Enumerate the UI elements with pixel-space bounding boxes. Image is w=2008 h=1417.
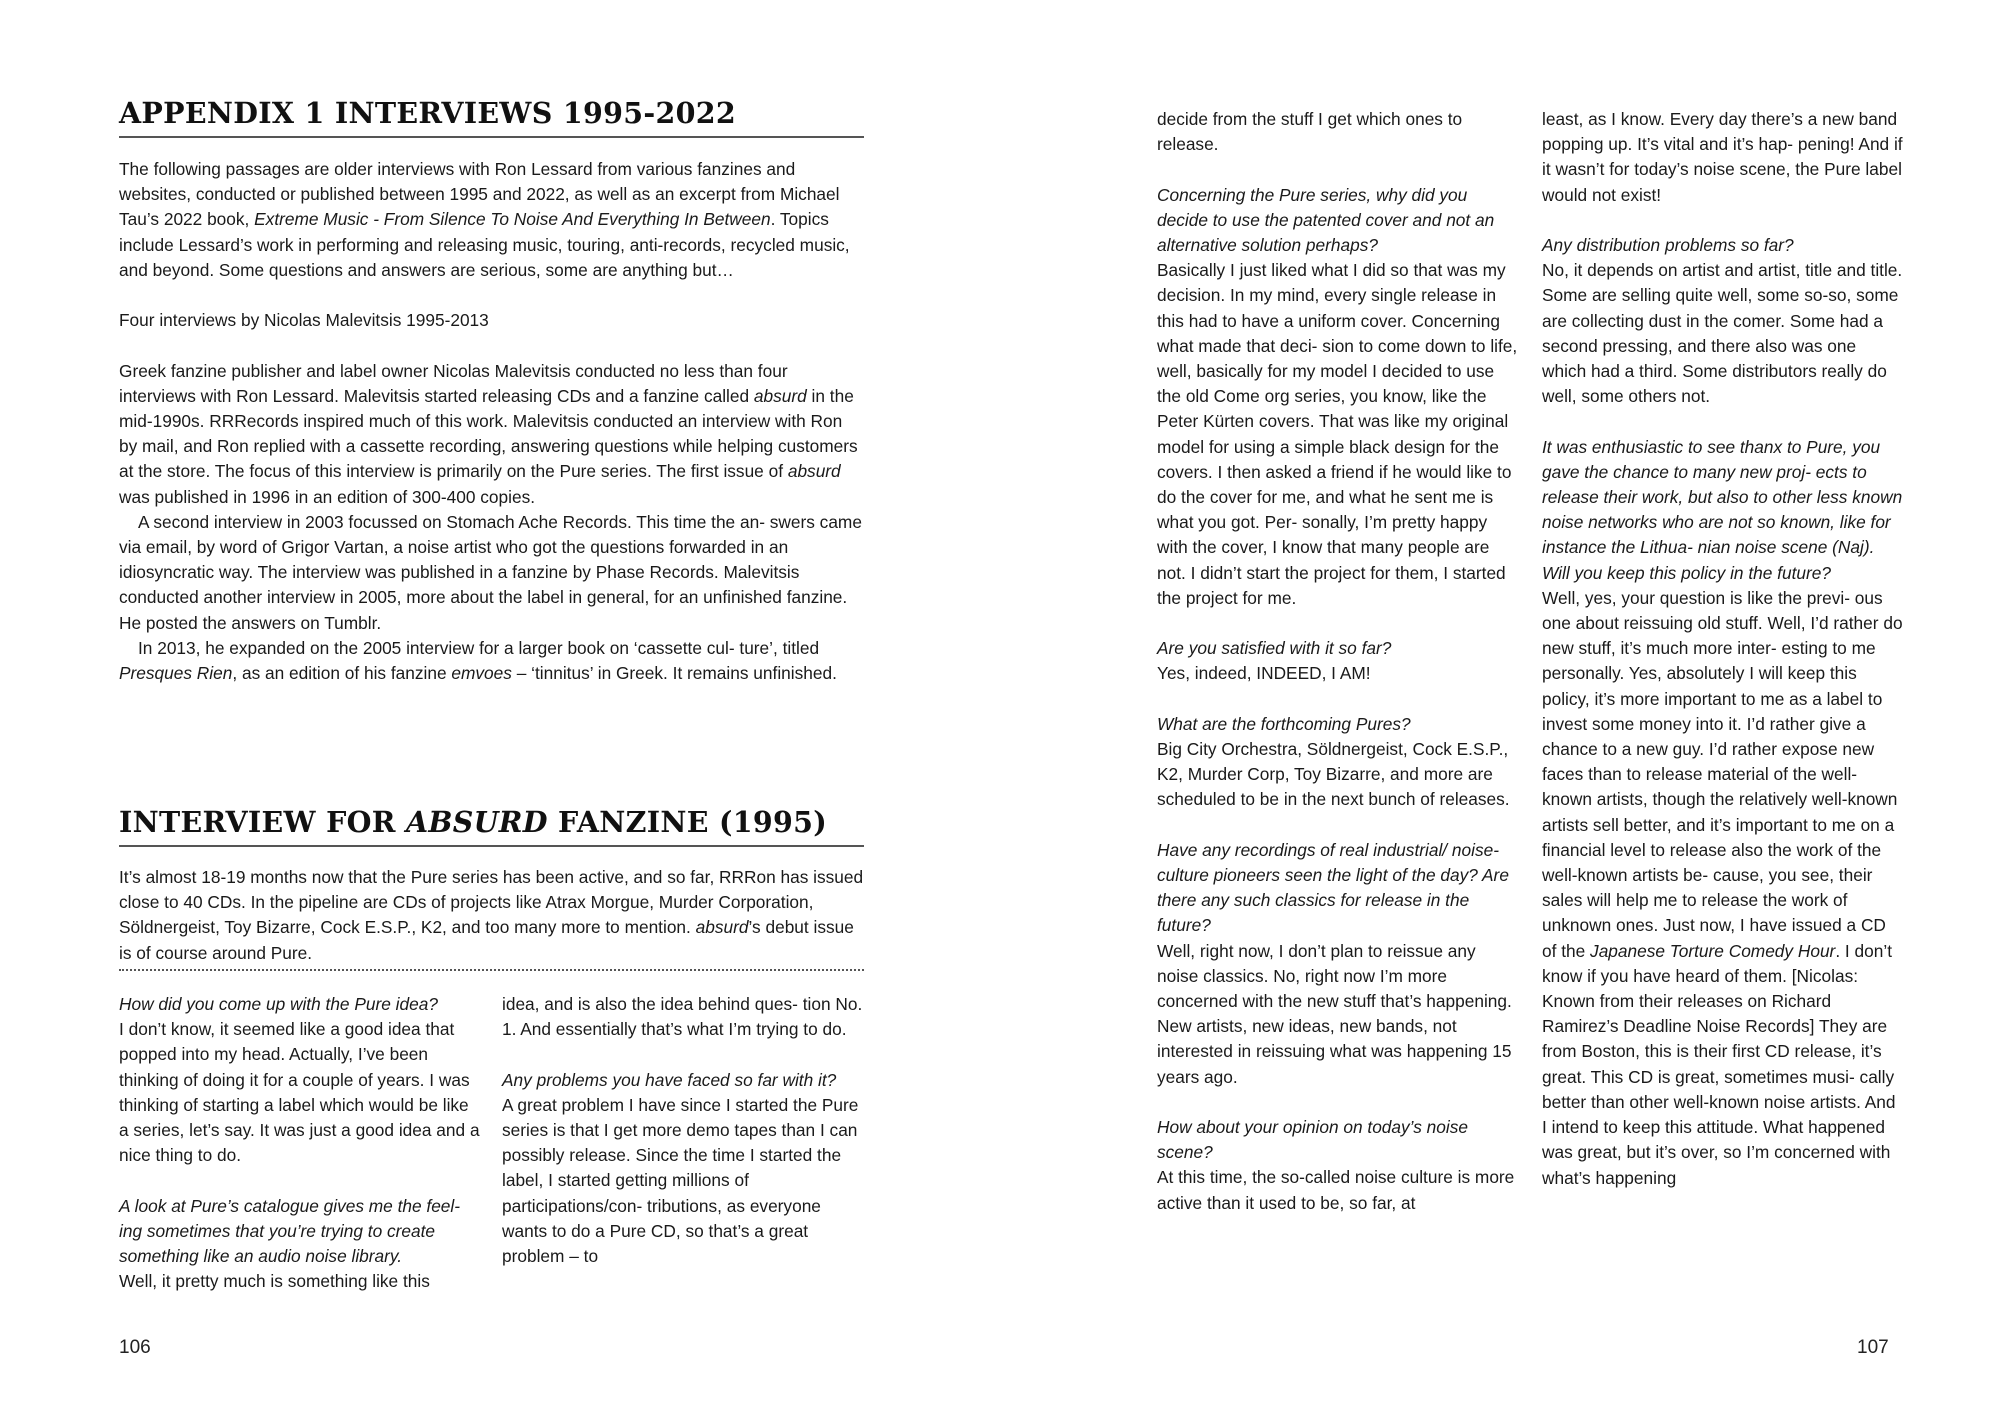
right-column-2 [1542,107,1904,1191]
question: It was enthusiastic to see thanx to Pure, you gave the chance to many new proj- ects to release their work, but also to other less known noise networks who are not so known, like for instance the Lithua- nian noise scene (Naj). Will you keep this policy in the future? [1542,436,1903,583]
appendix-heading: APPENDIX 1 INTERVIEWS 1995-2022 [119,93,864,138]
answer: Well, right now, I don’t plan to reissue any noise classics. No, right now I’m more concerned with the new stuff that’s happening. New artists, new ideas, new bands, not interested in reissuing what was happening 15 years ago. [1157,940,1512,1087]
question: Are you satisfied with it so far? [1157,638,1392,659]
question: Any distribution problems so far? [1542,235,1794,255]
question: How did you come up with the Pure idea? [119,994,438,1014]
subheading: Four interviews by Nicolas Malevitsis 1995-2013 [119,310,489,331]
question: How about your opinion on today’s noise scene? [1157,1117,1468,1163]
page-number-left: 106 [119,1337,151,1358]
answer: Well, it pretty much is something like this [119,1271,430,1292]
paragraph-2: A second interview in 2003 focussed on Stomach Ache Records. This time the an- swers came via email, by word of Grigor Vartan, a noise artist who got the questions forwarded in an idiosyncratic way. The interview was published in a fanzine by Phase Records. Malevitsis conducted another interview in 2005, more about the label in general, for an unfinished fanzine. He posted the answers on Tumblr. [119,511,862,633]
absurd-interview-heading: INTERVIEW FOR ABSURD FANZINE (1995) [119,802,864,847]
question: A look at Pure’s catalogue gives me the feel- ing sometimes that you’re trying to create something like an audio noise library. [119,1195,461,1267]
answer: least, as I know. Every day there’s a new band popping up. It’s vital and it’s hap- pening! And if it wasn’t for today’s noise scene, the Pure label would not exist! [1542,109,1903,205]
answer: Big City Orchestra, Söldnergeist, Cock E.S.P., K2, Murder Corp, Toy Bizarre, and more are scheduled to be in the next bunch of releases. [1157,739,1510,810]
answer: At this time, the so-called noise culture is more active than it used to be, so far, at [1157,1167,1515,1213]
answer: idea, and is also the idea behind ques- tion No. 1. And essentially that’s what I’m trying to do. [502,994,863,1040]
answer: Well, yes, your question is like the previ- ous one about reissuing old stuff. Well, I’d rather do new stuff, it’s much more inter- esting to me personally. Yes, absolutely I will keep this policy, it’s more important to me as a label to invest some money into it. I’d rather give a chance to a new guy. I’d rather expose new faces than to release material of the well-known artists, though the relatively well-known artists sell better, and it’s important to me on a financial level to release also the work of the well-known artists be- cause, you see, their sales will help me to release the work of unknown ones. Just now, I have issued a CD of the Japanese Torture Comedy Hour. I don’t know if you have heard of them. [Nicolas: Known from their releases on Richard Ramirez’s Deadline Noise Records] They are from Boston, this is their first CD release, it’s great. This CD is great, sometimes musi- cally better than other well-known noise artists. And I intend to keep this attitude. What happened was great, but it’s over, so I’m concerned with what’s happening [1542,587,1903,1188]
question: Have any recordings of real industrial/ noise-culture pioneers seen the light of the day? Are there any such classics for release in the future? [1157,839,1509,936]
answer: decide from the stuff I get which ones to release. [1157,109,1463,155]
book-title: Extreme Music - From Silence To Noise And Everything In Between [254,209,771,230]
intro-section [119,157,864,686]
question: Concerning the Pure series, why did you decide to use the patented cover and not an alternative solution perhaps? [1157,184,1495,255]
left-column-2 [502,992,864,1269]
paragraph-3: In 2013, he expanded on the 2005 interview for a larger book on ‘cassette cul- ture’, titled Presques Rien, as an edition of his fanzine emvoes – ‘tinnitus’ in Greek. It remains unfinished. [119,637,837,684]
answer: No, it depends on artist and artist, title and title. Some are selling quite well, some so-so, some are collecting dust in the comer. Some had a second pressing, and there also was one which had a third. Some distributors really do well, some others not. [1542,260,1903,407]
left-column-1 [119,992,481,1294]
intro-paragraph: The following passages are older interviews with Ron Lessard from various fanzines and websites, conducted or published between 1995 and 2022, as well as an excerpt from Michael Tau’s 2022 book, Extreme Music - From Silence To Noise And Everything In Between. Topics include Lessard’s work in performing and releasing music, touring, anti-records, recycled music, and beyond. Some questions and answers are serious, some are anything but… [119,159,850,280]
answer: Yes, indeed, INDEED, I AM! [1157,663,1371,684]
paragraph-4: It’s almost 18-19 months now that the Pure series has been active, and so far, RRRon has issued close to 40 CDs. In the pipeline are CDs of projects like Atrax Morgue, Murder Corporation, Söldnergeist, Toy Bizarre, Cock E.S.P., K2, and too many more to mention. absurd’s debut issue is of course around Pure. [119,867,864,963]
answer: Basically I just liked what I did so that was my decision. In my mind, every single release in this had to have a uniform cover. Concerning what made that deci- sion to come down to life, well, basically for my model I decided to use the old Come org series, you know, like the Peter Kürten covers. That was like my original model for using a simple black design for the covers. I then asked a friend if he would like to do the cover for me, and what he sent me is what you got. Per- sonally, I’m pretty happy with the cover, I know that many people are not. I didn’t start the project for them, I started the project for me. [1157,260,1518,608]
right-column-1 [1157,107,1519,1216]
right-page [1004,0,2008,1417]
answer: A great problem I have since I started the Pure series is that I get more demo tapes than I can possibly release. Since the time I started the label, I started getting millions of participations/con- tributions, as everyone wants to do a Pure CD, so that’s a great problem – to [502,1094,859,1267]
page-number-right: 107 [1857,1337,1889,1358]
question: Any problems you have faced so far with it? [502,1069,837,1090]
paragraph-1: Greek fanzine publisher and label owner Nicolas Malevitsis conducted no less than four interviews with Ron Lessard. Malevitsis started releasing CDs and a fanzine called absurd in the mid-1990s. RRRecords inspired much of this work. Malevitsis conducted an interview with Ron by mail, and Ron replied with a cassette recording, answering questions while helping customers at the store. The focus of this interview is primarily on the Pure series. The first issue of absurd was published in 1996 in an edition of 300-400 copies. [119,360,858,507]
dotted-divider [119,969,864,971]
question: What are the forthcoming Pures? [1157,713,1411,734]
answer: I don’t know, it seemed like a good idea that popped into my head. Actually, I’ve been thinking of doing it for a couple of years. I was thinking of starting a label which would be like a series, let’s say. It was just a good idea and a nice thing to do. [119,1019,480,1166]
interview-intro [119,865,864,966]
